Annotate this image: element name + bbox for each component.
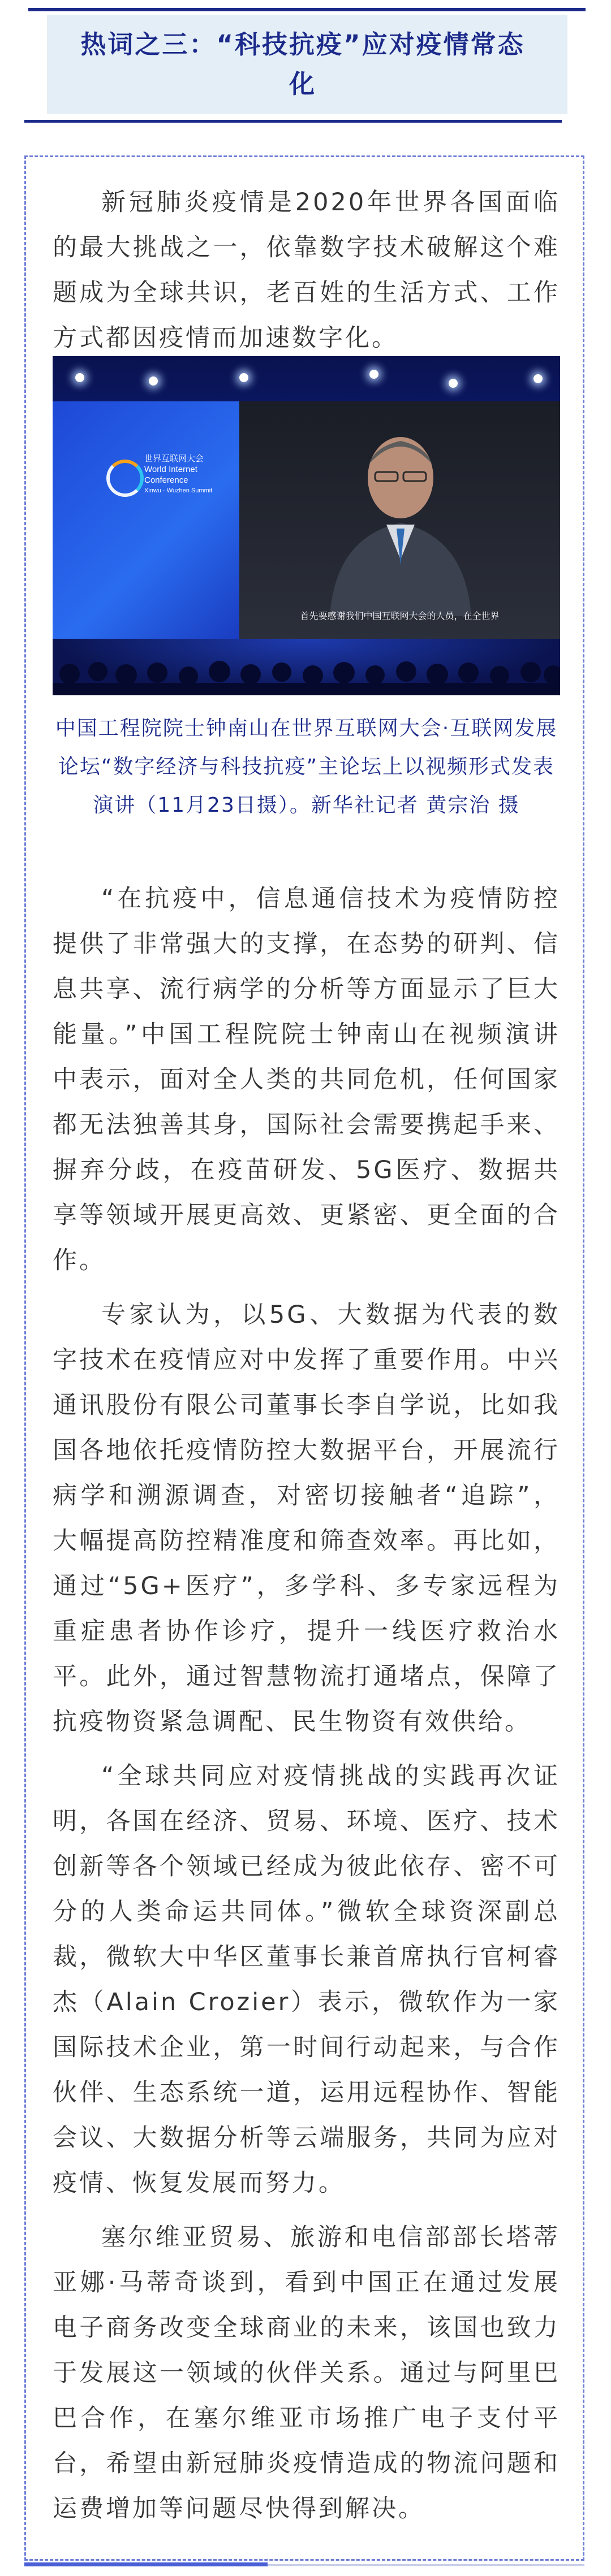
body-paragraph: “在抗疫中，信息通信技术为疫情防控提供了非常强大的支撑，在态势的研判、信息共享、流行病学的分析等方面显示了巨大能量。”中国工程院院士钟南山在视频演讲中表示，面对全人类的共同危机，任何国家都无法独善其身，国际社会需要携起手来、摒弃分歧，在疫苗研发、5G医疗、数据共享等领域开展更高效、更紧密、更全面的合作。 — [53, 885, 560, 1275]
intro-text-block — [53, 180, 560, 361]
stage-light — [533, 374, 543, 383]
stage-light — [75, 373, 84, 382]
intro-paragraph: 新冠肺炎疫情是2020年世界各国面临的最大挑战之一，依靠数字技术破解这个难题成为全球共识，老百姓的生活方式、工作方式都因疫情而加速数字化。 — [53, 188, 560, 352]
conference-backdrop — [53, 401, 239, 639]
frame-bottom-accent — [24, 2562, 268, 2566]
video-subtitle: 首先要感谢我们中国互联网大会的人员，在全世界 — [300, 611, 500, 621]
video-screen — [239, 401, 560, 639]
stage-lights — [53, 356, 560, 390]
frame-bottom-rule — [268, 2564, 584, 2566]
conference-logo-icon — [106, 460, 144, 497]
body-text-block — [53, 876, 560, 2531]
stage-light — [149, 376, 158, 386]
stage-light — [369, 370, 378, 379]
photo-caption: 中国工程院院士钟南山在世界互联网大会·互联网发展论坛“数字经济与科技抗疫”主论坛上以视频形式发表演讲（11月23日摄）。新华社记者 黄宗治 摄 — [55, 717, 558, 817]
news-photo — [53, 356, 560, 695]
body-paragraph: 塞尔维亚贸易、旅游和电信部部长塔蒂亚娜·马蒂奇谈到，看到中国正在通过发展电子商务改变全球商业的未来，该国也致力于发展这一领域的伙伴关系。通过与阿里巴巴合作，在塞尔维亚市场推广电子支付平台，希望由新冠肺炎疫情造成的物流问题和运费增加等问题尽快得到解决。 — [53, 2223, 560, 2523]
conference-logo-text — [144, 453, 235, 496]
speaker-figure — [319, 424, 483, 616]
logo-line: Conference — [144, 475, 188, 485]
header-bottom-rule — [24, 120, 562, 123]
logo-line: 世界互联网大会 — [144, 454, 204, 464]
stage-light — [239, 373, 248, 382]
logo-line: Xinwu · Wuzhen Summit — [144, 487, 213, 494]
logo-line: World Internet — [144, 465, 197, 474]
audience — [53, 639, 560, 695]
audience-silhouettes — [53, 639, 560, 695]
section-title: 热词之三：“科技抗疫”应对疫情常态化 — [80, 29, 525, 99]
header-top-rule — [28, 8, 586, 11]
body-paragraph: “全球共同应对疫情挑战的实践再次证明，各国在经济、贸易、环境、医疗、技术创新等各个领域已经成为彼此依存、密不可分的人类命运共同体。”微软全球资深副总裁，微软大中华区董事长兼首席执行官柯睿杰（Alain Crozier）表示，微软作为一家国际技术企业，第一时间行动起来，与合作伙伴、生态系统一道，运用远程协作、智能会议、大数据分析等云端服务，共同为应对疫情、恢复发展而努力。 — [53, 1762, 560, 2197]
body-paragraph: 专家认为，以5G、大数据为代表的数字技术在疫情应对中发挥了重要作用。中兴通讯股份有限公司董事长李自学说，比如我国各地依托疫情防控大数据平台，开展流行病学和溯源调查，对密切接触者“追踪”，大幅提高防控精准度和筛查效率。再比如，通过“5G+医疗”，多学科、多专家远程为重症患者协作诊疗，提升一线医疗救治水平。此外，通过智慧物流打通堵点，保障了抗疫物资紧急调配、民生物资有效供给。 — [53, 1301, 560, 1736]
stage-light — [449, 379, 458, 388]
